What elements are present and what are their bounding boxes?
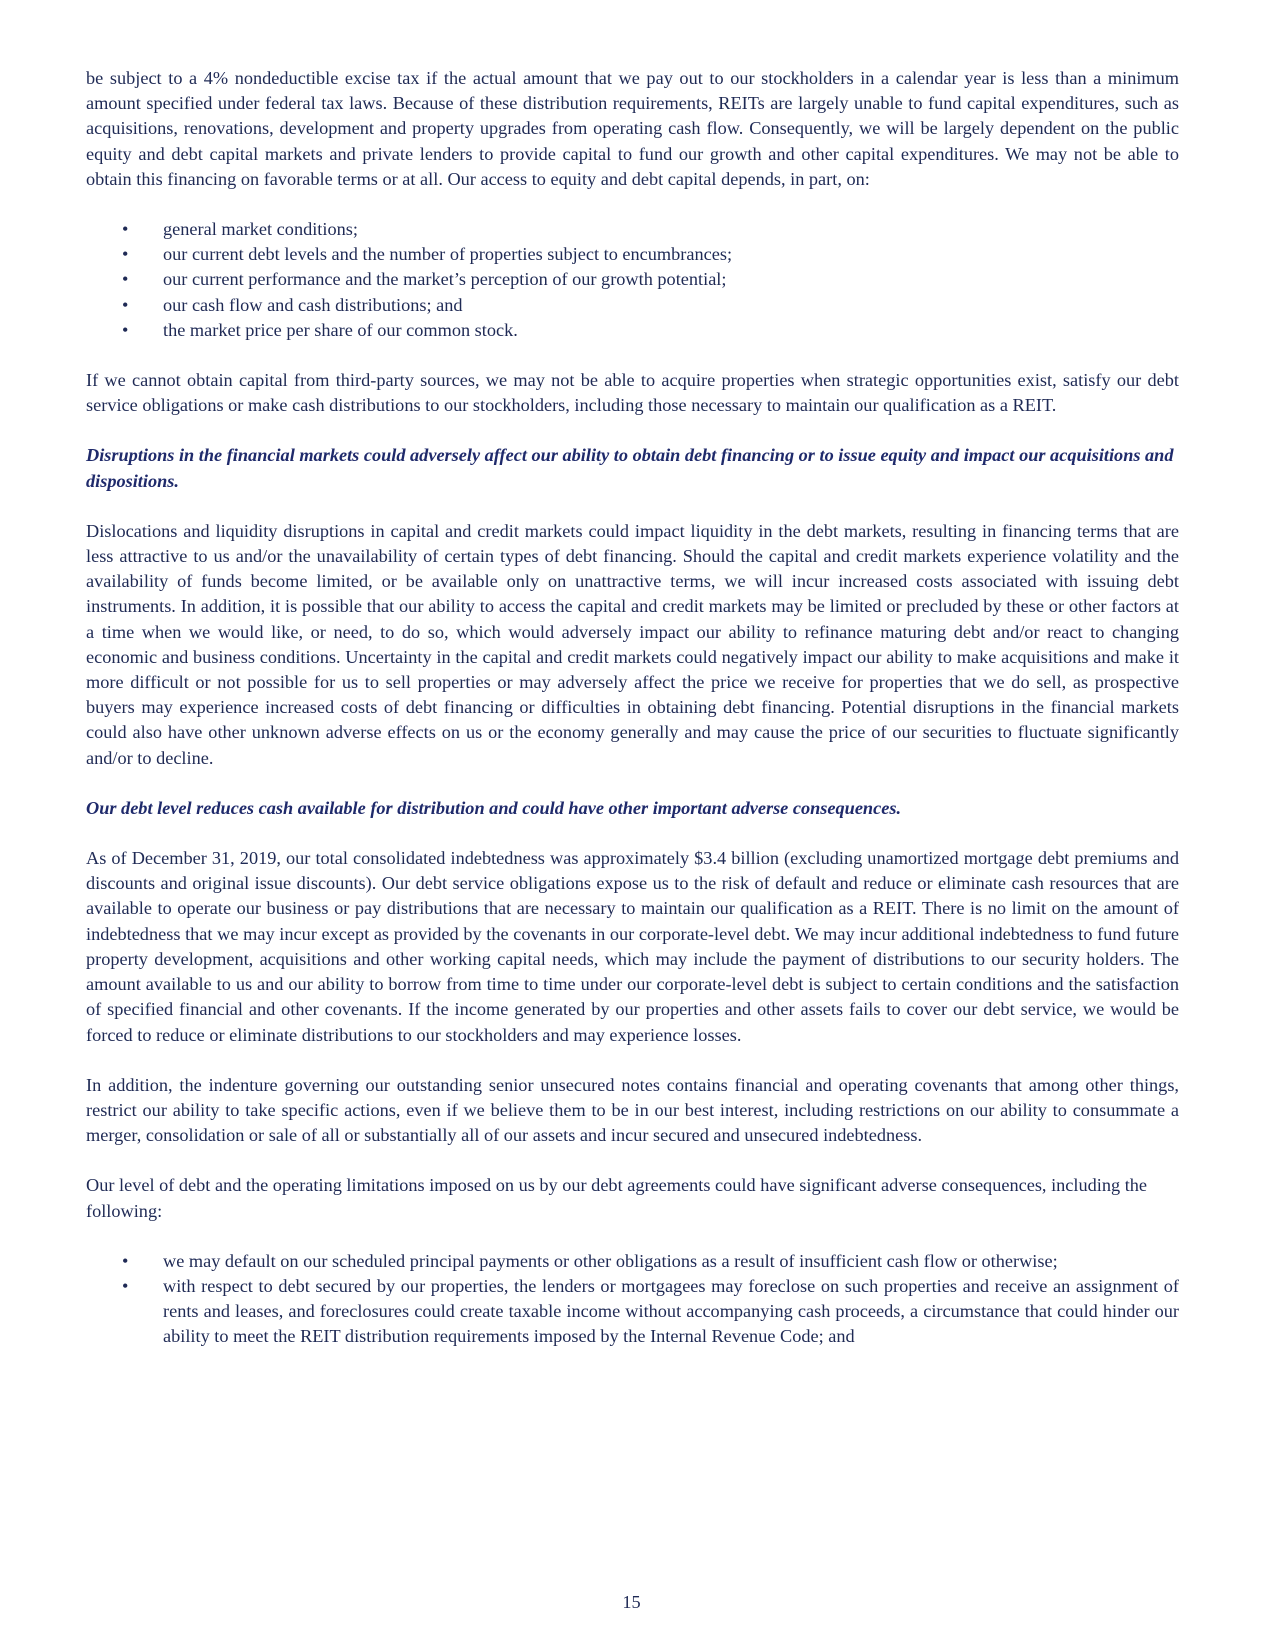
bullet-icon: • [122,1275,129,1296]
bullet-icon: • [122,1250,129,1271]
list-item-text: the market price per share of our common stock. [163,319,518,340]
list-item [86,293,1179,318]
document-page [86,66,1179,1375]
bullet-icon: • [122,319,129,340]
bullet-list-capital-access [86,217,1179,343]
list-item-text: with respect to debt secured by our properties, the lenders or mortgagees may foreclose on such properties and receive an assignment of rents and leases, and foreclosures could create taxable income without accompanying cash proceeds, a circumstance that could hinder our ability to meet the REIT distribution requirements imposed by the Internal Revenue Code; and [163,1275,1179,1347]
list-item [86,1274,1179,1350]
section-heading-debt-level: Our debt level reduces cash available for distribution and could have other important adverse consequences. [86,797,902,818]
paragraph-liquidity-disruptions: Dislocations and liquidity disruptions in capital and credit markets could impact liquidity in the debt markets, resulting in financing terms that are less attractive to us and/or the unavailability of certain types of debt financing. Should the capital and credit markets experience volatility and the availability of funds become limited, or be available only on unattractive terms, we will incur increased costs associated with issuing debt instruments. In addition, it is possible that our ability to access the capital and credit markets may be limited or precluded by these or other factors at a time when we would like, or need, to do so, which would adversely impact our ability to refinance maturing debt and/or react to changing economic and business conditions. Uncertainty in the capital and credit markets could negatively impact our ability to make acquisitions and make it more difficult or not possible for us to sell properties or may adversely affect the price we receive for properties that we do sell, as prospective buyers may experience increased costs of debt financing or difficulties in obtaining debt financing. Potential disruptions in the financial markets could also have other unknown adverse effects on us or the economy generally and may cause the price of our securities to fluctuate significantly and/or to decline. [86,520,1179,768]
page-number: 15 [622,1592,641,1612]
list-item-text: our current performance and the market’s perception of our growth potential; [163,269,727,290]
bullet-icon: • [122,219,129,240]
bullet-list-consequences [86,1249,1179,1350]
list-item [86,242,1179,267]
paragraph-indebtedness: As of December 31, 2019, our total consolidated indebtedness was approximately $3.4 billion (excluding unamortized mortgage debt premiums and discounts and original issue discounts). Our debt service obligations expose us to the risk of default and reduce or eliminate cash resources that are available to operate our business or pay distributions that are necessary to maintain our qualification as a REIT. There is no limit on the amount of indebtedness that we may incur except as provided by the covenants in our corporate-level debt. We may incur additional indebtedness to fund future property development, acquisitions and other working capital needs, which may include the payment of distributions to our security holders. The amount available to us and our ability to borrow from time to time under our corporate-level debt is subject to certain conditions and the satisfaction of specified financial and other covenants. If the income generated by our properties and other assets fails to cover our debt service, we would be forced to reduce or eliminate distributions to our stockholders and may experience losses. [86,848,1179,1045]
bullet-icon: • [122,269,129,290]
list-item [86,217,1179,242]
bullet-icon: • [122,244,129,265]
paragraph-third-party-capital: If we cannot obtain capital from third-party sources, we may not be able to acquire properties when strategic opportunities exist, satisfy our debt service obligations or make cash distributions to our stockholders, including those necessary to maintain our qualification as a REIT. [86,370,1179,416]
paragraph-indenture-covenants: In addition, the indenture governing our outstanding senior unsecured notes contains financial and operating covenants that among other things, restrict our ability to take specific actions, even if we believe them to be in our best interest, including restrictions on our ability to consummate a merger, consolidation or sale of all or substantially all of our assets and incur secured and unsecured indebtedness. [86,1074,1179,1146]
bullet-icon: • [122,294,129,315]
list-item-text: general market conditions; [163,219,358,240]
list-item [86,267,1179,292]
paragraph-adverse-consequences: Our level of debt and the operating limitations imposed on us by our debt agreements could have significant adverse consequences, including the following: [86,1175,1148,1221]
list-item-text: our cash flow and cash distributions; and [163,294,463,315]
section-heading-market-disruptions: Disruptions in the financial markets could adversely affect our ability to obtain debt financing or to issue equity and impact our acquisitions and dispositions. [86,445,1174,491]
list-item-text: we may default on our scheduled principal payments or other obligations as a result of insufficient cash flow or otherwise; [163,1250,1058,1271]
list-item-text: our current debt levels and the number of properties subject to encumbrances; [163,244,733,265]
list-item [86,318,1179,343]
list-item [86,1249,1179,1274]
paragraph-financing-dependence: be subject to a 4% nondeductible excise tax if the actual amount that we pay out to our stockholders in a calendar year is less than a minimum amount specified under federal tax laws. Because of these distribution requirements, REITs are largely unable to fund capital expenditures, such as acquisitions, renovations, development and property upgrades from operating cash flow. Consequently, we will be largely dependent on the public equity and debt capital markets and private lenders to provide capital to fund our growth and other capital expenditures. We may not be able to obtain this financing on favorable terms or at all. Our access to equity and debt capital depends, in part, on: [86,68,1179,189]
